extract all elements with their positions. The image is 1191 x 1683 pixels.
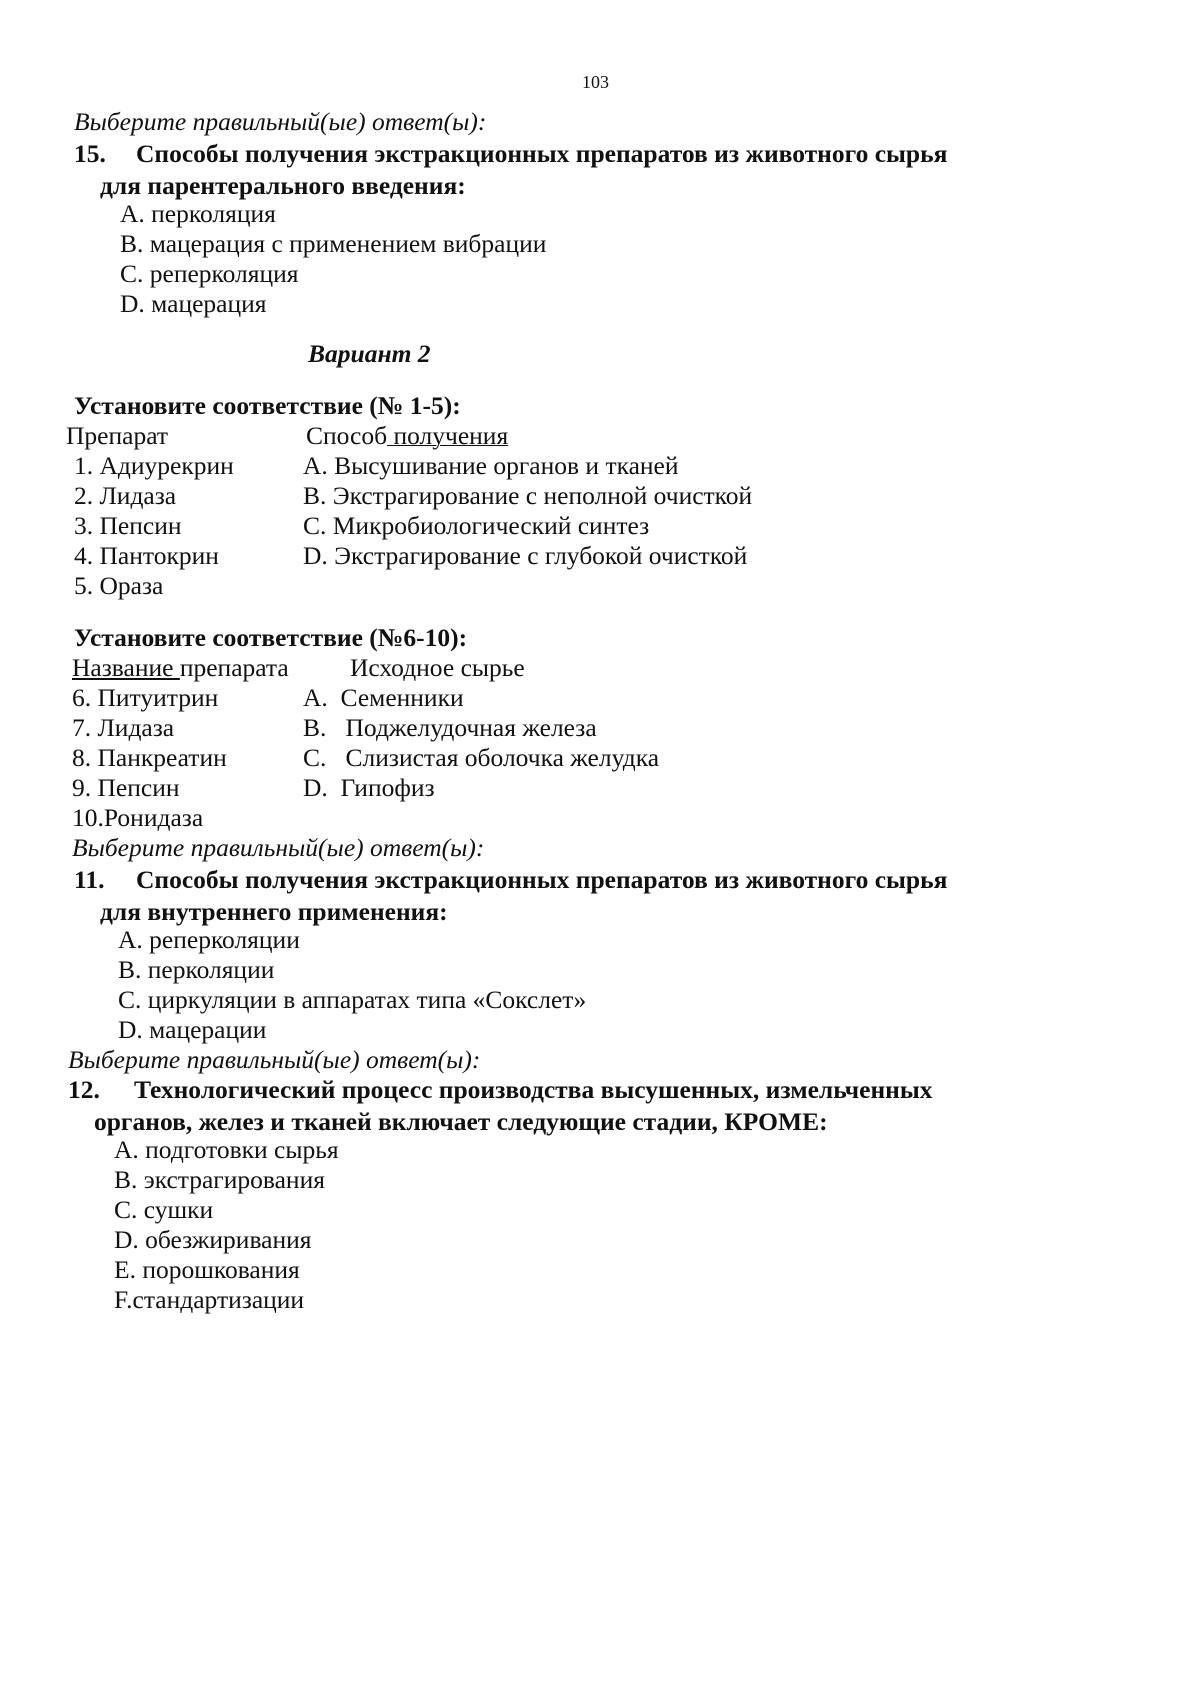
- match1-right-item-a: A. Высушивание органов и тканей: [303, 451, 679, 480]
- q15-instruction: Выберите правильный(ые) ответ(ы):: [74, 107, 487, 136]
- q15-number: 15.: [74, 139, 106, 168]
- q12-text-line1: Технологический процесс производства высушенных, измельченных: [134, 1075, 933, 1104]
- q11-text-line1: Способы получения экстракционных препаратов из животного сырья: [136, 865, 948, 894]
- match1-right-header-word2: получения: [387, 421, 509, 450]
- q11-option-d: D. мацерации: [118, 1015, 267, 1044]
- q11-option-a: A. реперколяции: [118, 925, 300, 954]
- q12-number: 12.: [68, 1075, 100, 1104]
- match1-left-header: Препарат: [66, 421, 168, 450]
- q12-instruction: Выберите правильный(ые) ответ(ы):: [68, 1045, 481, 1074]
- match1-right-item-b: B. Экстрагирование с неполной очисткой: [303, 481, 753, 510]
- match2-right-item-d: D. Гипофиз: [303, 773, 435, 802]
- q15-option-d: D. мацерация: [120, 289, 267, 318]
- q12-question-line1: [68, 1074, 933, 1106]
- q12-option-b: B. экстрагирования: [114, 1165, 325, 1194]
- match2-right-item-a: A. Семенники: [303, 683, 464, 712]
- q12-option-c: C. сушки: [114, 1195, 214, 1224]
- match1-left-item-2: 2. Лидаза: [74, 481, 177, 510]
- match2-left-item-7: 7. Лидаза: [72, 713, 175, 742]
- match2-left-item-10: 10.Ронидаза: [72, 803, 204, 832]
- match2-right-item-b: B. Поджелудочная железа: [303, 713, 597, 742]
- q12-option-a: A. подготовки сырья: [114, 1135, 339, 1164]
- match2-right-item-c: C. Слизистая оболочка желудка: [303, 743, 660, 772]
- match2-right-header: Исходное сырье: [350, 653, 525, 682]
- match2-heading: Установите соответствие (№6-10):: [74, 623, 468, 652]
- match1-right-item-d: D. Экстрагирование с глубокой очисткой: [303, 541, 748, 570]
- match1-right-header-word1: Способ: [306, 421, 388, 450]
- q15-question-line1: [74, 138, 947, 170]
- q15-option-c: C. реперколяция: [120, 259, 299, 288]
- match1-right-header: [306, 420, 508, 452]
- match2-left-item-6: 6. Питуитрин: [72, 683, 219, 712]
- q15-text-line1: Способы получения экстракционных препаратов из животного сырья: [136, 139, 948, 168]
- page-number: 103: [582, 72, 609, 92]
- variant-title: Вариант 2: [308, 339, 431, 368]
- match1-heading: Установите соответствие (№ 1-5):: [74, 391, 461, 420]
- match2-left-item-8: 8. Панкреатин: [72, 743, 227, 772]
- q15-text-line2: для парентерального введения:: [100, 171, 466, 200]
- q15-option-b: B. мацерация с применением вибрации: [120, 229, 547, 258]
- q11-option-c: C. циркуляции в аппаратах типа «Сокслет»: [118, 985, 587, 1014]
- q12-option-f: F.стандартизации: [114, 1285, 305, 1314]
- match1-left-item-5: 5. Ораза: [74, 571, 164, 600]
- q11-number: 11.: [74, 865, 105, 894]
- match1-left-item-1: 1. Адиурекрин: [74, 451, 234, 480]
- q11-text-line2: для внутреннего применения:: [100, 897, 448, 926]
- q11-question-line1: [74, 864, 947, 896]
- match2-left-item-9: 9. Пепсин: [72, 773, 180, 802]
- match2-left-header-word1: Название: [72, 653, 180, 682]
- match1-right-item-c: C. Микробиологический синтез: [303, 511, 650, 540]
- match2-left-header: [72, 652, 289, 684]
- q11-option-b: B. перколяции: [118, 955, 275, 984]
- match1-left-item-4: 4. Пантокрин: [74, 541, 219, 570]
- match2-left-header-word2: препарата: [179, 653, 289, 682]
- q12-text-line2: органов, желез и тканей включает следующие стадии, КРОМЕ:: [94, 1107, 828, 1136]
- q11-instruction: Выберите правильный(ые) ответ(ы):: [72, 833, 485, 862]
- match1-left-item-3: 3. Пепсин: [74, 511, 182, 540]
- q12-option-e: E. порошкования: [114, 1255, 300, 1284]
- q12-option-d: D. обезжиривания: [114, 1225, 312, 1254]
- q15-option-a: A. перколяция: [120, 199, 276, 228]
